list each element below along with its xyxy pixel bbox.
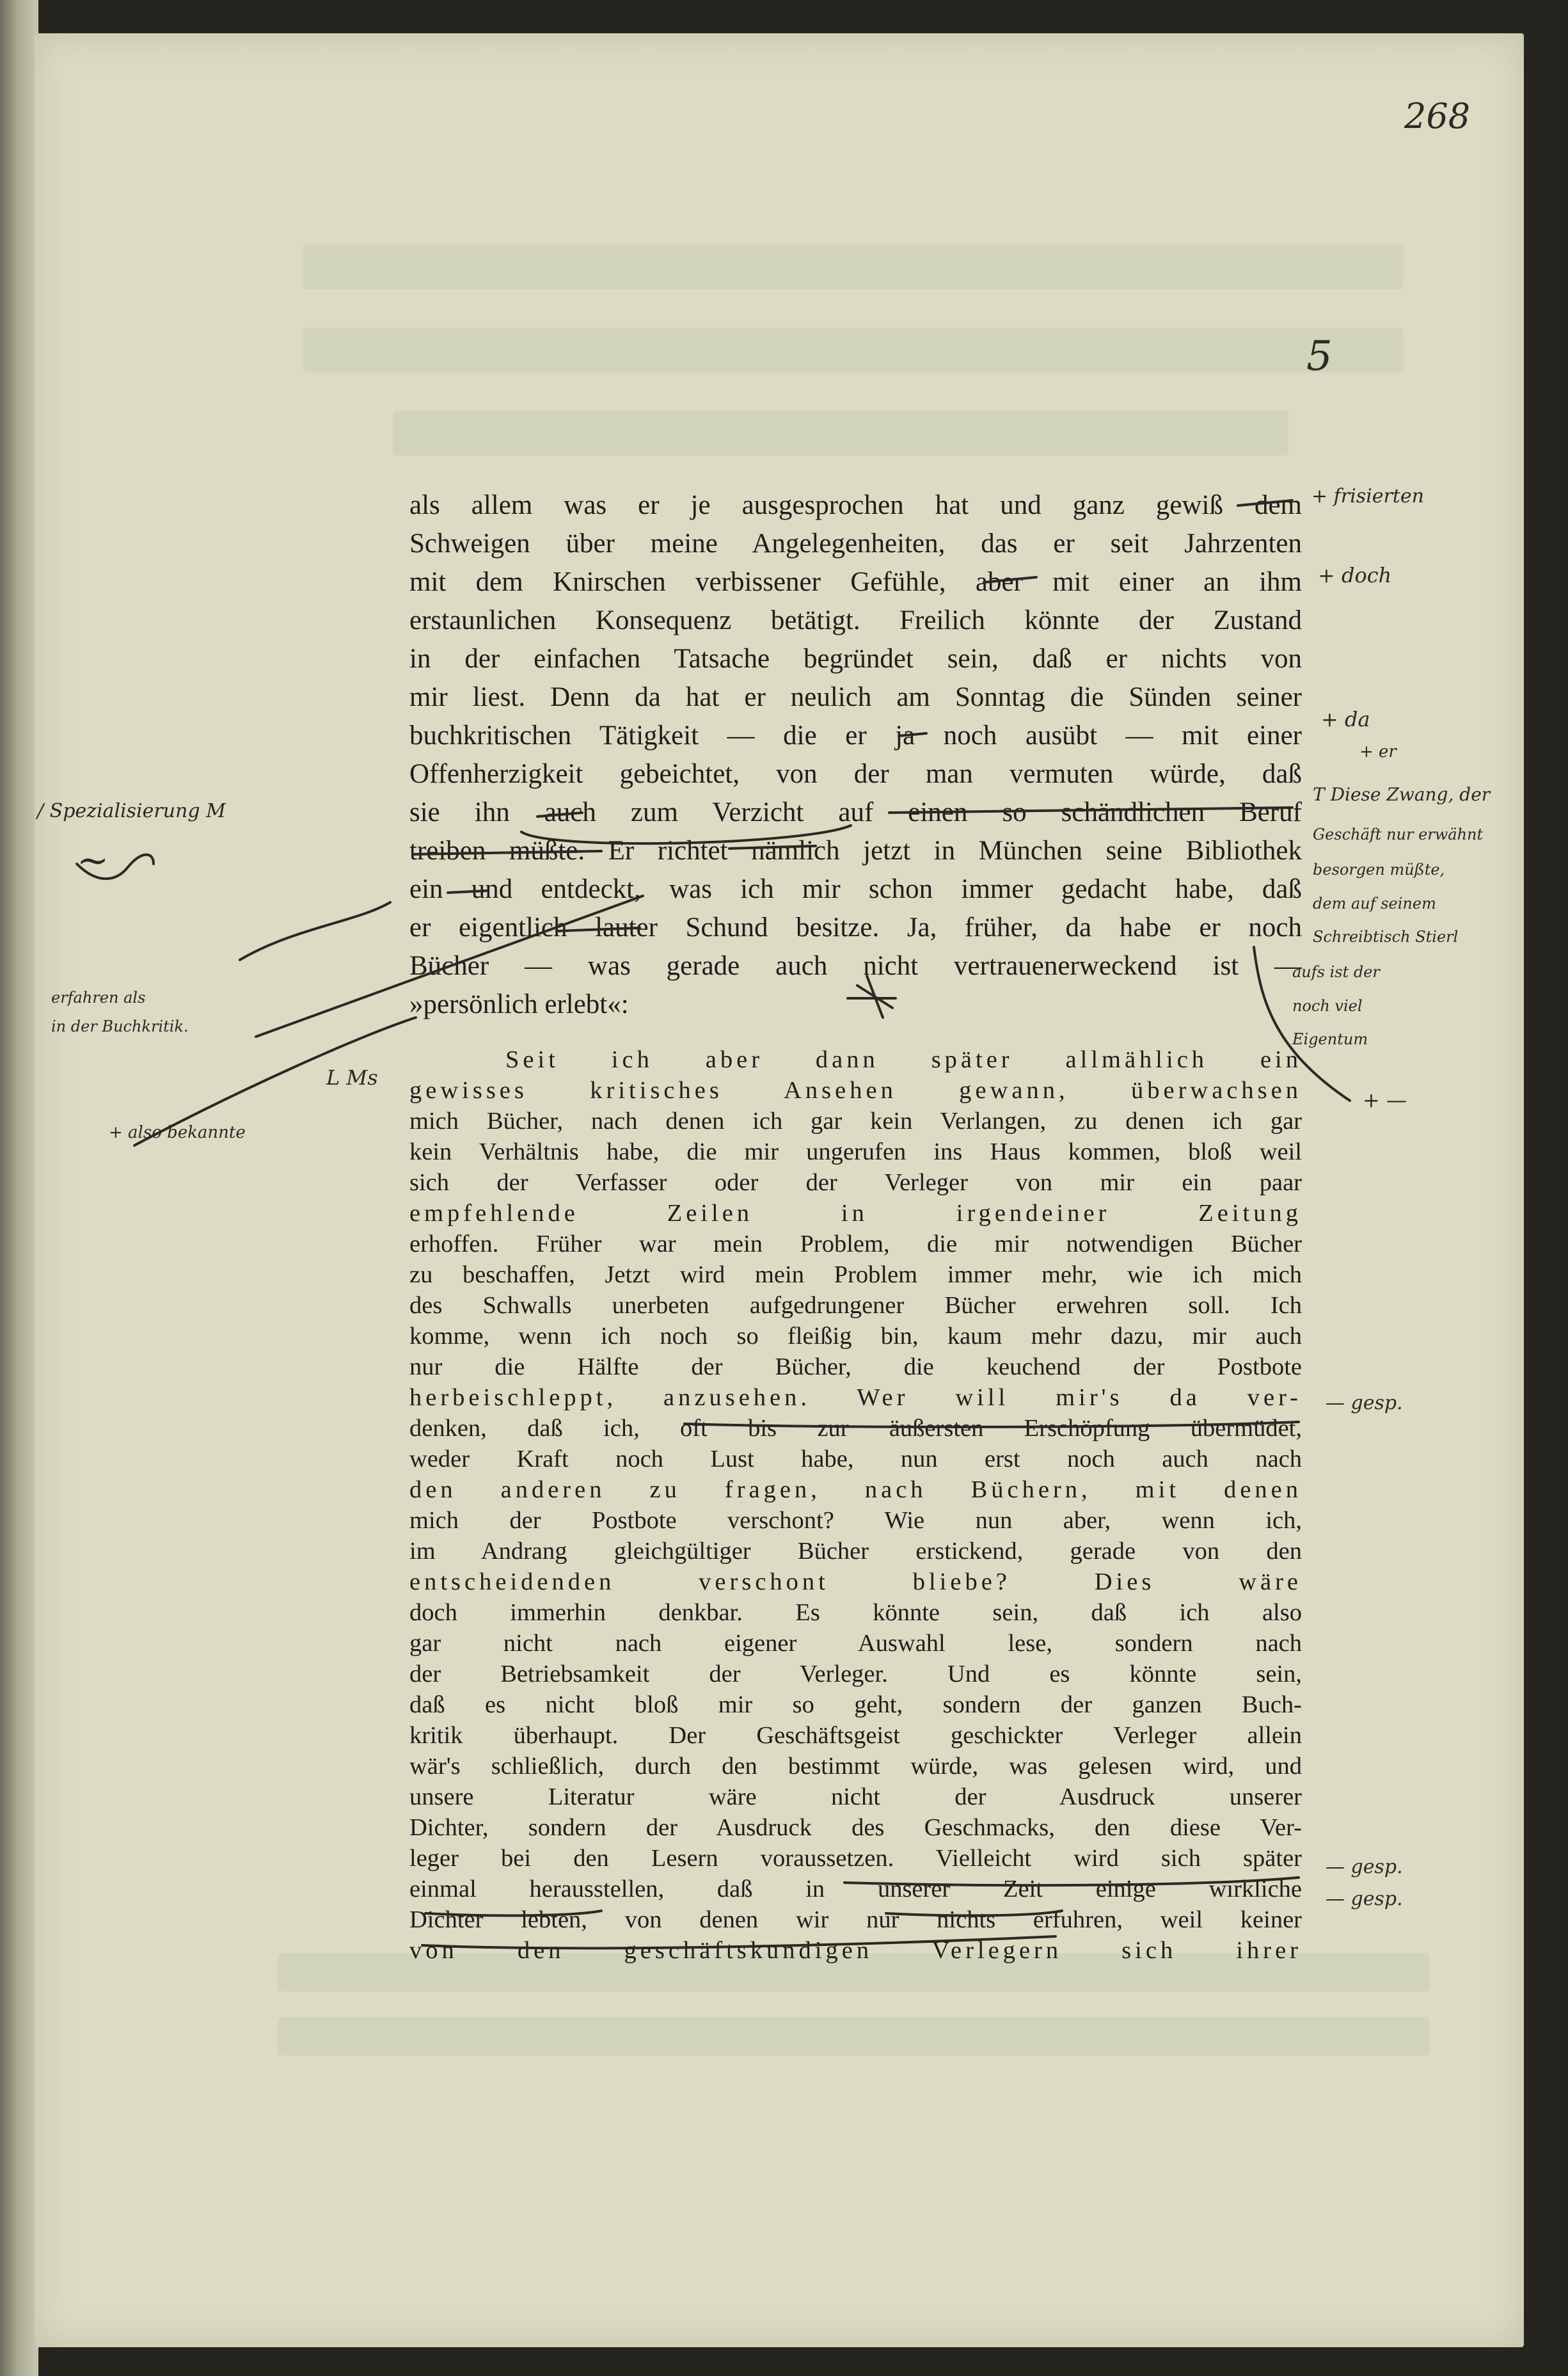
text-line: leger bei den Lesern voraussetzen. Vielleicht wird sich später <box>409 1845 1302 1872</box>
handwritten-note: dem auf seinem <box>1313 895 1436 913</box>
text-line: von den geschäftskundigen Verlegern sich ihrer <box>409 1937 1302 1964</box>
handwritten-note: — gesp. <box>1326 1888 1403 1910</box>
text-line: buchkritischen Tätigkeit — die er ja noch ausübt — mit einer <box>409 721 1302 751</box>
main-text <box>409 486 1302 1966</box>
text-line: in der einfachen Tatsache begründet sein, daß er nichts von <box>409 644 1302 674</box>
paragraph-2-quote <box>409 1044 1302 1966</box>
text-line: gewisses kritisches Ansehen gewann, überwachsen <box>409 1077 1302 1104</box>
text-line: komme, wenn ich noch so fleißig bin, kaum mehr dazu, mir auch <box>409 1323 1302 1350</box>
text-line: mit dem Knirschen verbissener Gefühle, aber mit einer an ihm <box>409 567 1302 597</box>
text-line: des Schwalls unerbeten aufgedrungener Bücher erwehren soll. Ich <box>409 1292 1302 1319</box>
handwritten-note: ~ <box>77 838 109 883</box>
text-line: mir liest. Denn da hat er neulich am Sonntag die Sünden seiner <box>409 682 1302 712</box>
text-line: als allem was er je ausgesprochen hat und ganz gewiß dem <box>409 490 1302 520</box>
text-line: empfehlende Zeilen in irgendeiner Zeitung <box>409 1200 1302 1227</box>
handwritten-note: + — <box>1363 1088 1407 1112</box>
bleed-through-block <box>303 244 1404 289</box>
text-line: daß es nicht bloß mir so geht, sondern der ganzen Buch- <box>409 1691 1302 1718</box>
handwritten-note: Eigentum <box>1292 1030 1368 1048</box>
handwritten-note: — gesp. <box>1326 1856 1403 1878</box>
text-line: im Andrang gleichgültiger Bücher erstickend, gerade von den <box>409 1538 1302 1565</box>
handwritten-note: Geschäft nur erwähnt <box>1313 825 1484 843</box>
handwritten-note: L Ms <box>326 1065 378 1090</box>
text-line: Seit ich aber dann später allmählich ein <box>505 1046 1302 1073</box>
text-line: treiben müßte. Er richtet nämlich jetzt in München seine Bibliothek <box>409 836 1302 866</box>
handwritten-note: erfahren als <box>51 989 146 1007</box>
text-line: Schweigen über meine Angelegenheiten, das er seit Jahrzenten <box>409 529 1302 559</box>
bleed-through-block <box>278 2017 1429 2055</box>
handwritten-note: in der Buchkritik. <box>51 1017 189 1035</box>
text-line: erstaunlichen Konsequenz betätigt. Freilich könnte der Zustand <box>409 605 1302 635</box>
handwritten-note: noch viel <box>1292 997 1363 1015</box>
text-line: erhoffen. Früher war mein Problem, die mir notwendigen Bücher <box>409 1231 1302 1257</box>
text-line: unsere Literatur wäre nicht der Ausdruck unserer <box>409 1783 1302 1810</box>
text-line: denken, daß ich, oft bis zur äußersten Erschöpfung übermüdet, <box>409 1415 1302 1442</box>
text-line: kein Verhältnis habe, die mir ungerufen ins Haus kommen, bloß weil <box>409 1138 1302 1165</box>
paragraph-1 <box>409 486 1302 1024</box>
text-line: wär's schließlich, durch den bestimmt würde, was gelesen wird, und <box>409 1753 1302 1780</box>
handwritten-note: — gesp. <box>1326 1392 1403 1414</box>
previous-page-edge <box>0 0 38 2376</box>
text-line: herbeischleppt, anzusehen. Wer will mir's da ver- <box>409 1384 1302 1411</box>
section-mark: 5 <box>1306 333 1333 380</box>
handwritten-note: + frisierten <box>1311 485 1424 507</box>
text-line: zu beschaffen, Jetzt wird mein Problem immer mehr, wie ich mich <box>409 1261 1302 1288</box>
text-line: kritik überhaupt. Der Geschäftsgeist geschickter Verleger allein <box>409 1722 1302 1749</box>
handwritten-note: + er <box>1359 742 1397 761</box>
text-line: der Betriebsamkeit der Verleger. Und es könnte sein, <box>409 1661 1302 1687</box>
text-line: Dichter lebten, von denen wir nur nichts erfuhren, weil keiner <box>409 1906 1302 1933</box>
handwritten-note: / Spezialisierung M <box>37 800 226 822</box>
handwritten-note: besorgen müßte, <box>1313 861 1445 879</box>
text-line: doch immerhin denkbar. Es könnte sein, daß ich also <box>409 1599 1302 1626</box>
text-line: weder Kraft noch Lust habe, nun erst noch auch nach <box>409 1446 1302 1472</box>
text-line: entscheidenden verschont bliebe? Dies wäre <box>409 1568 1302 1595</box>
handwritten-note: + also bekannte <box>109 1123 246 1142</box>
handwritten-note: + da <box>1321 707 1370 731</box>
text-line: mich der Postbote verschont? Wie nun aber, wenn ich, <box>409 1507 1302 1534</box>
text-line: er eigentlich lauter Schund besitze. Ja, früher, da habe er noch <box>409 913 1302 943</box>
text-line: »persönlich erlebt«: <box>409 989 629 1019</box>
text-line: sie ihn auch zum Verzicht auf einen so schändlichen Beruf <box>409 797 1302 827</box>
handwritten-note: T Diese Zwang, der <box>1313 784 1491 805</box>
page-number: 268 <box>1404 96 1471 136</box>
text-line: Offenherzigkeit gebeichtet, von der man vermuten würde, daß <box>409 759 1302 789</box>
handwritten-note: + doch <box>1318 563 1392 587</box>
text-line: ein und entdeckt, was ich mir schon immer gedacht habe, daß <box>409 874 1302 904</box>
handwritten-note: Schreibtisch Stierl <box>1313 928 1459 946</box>
text-line: sich der Verfasser oder der Verleger von mir ein paar <box>409 1169 1302 1196</box>
handwritten-note: aufs ist der <box>1292 963 1380 981</box>
text-line: Bücher — was gerade auch nicht vertrauenerweckend ist — <box>409 951 1302 981</box>
bleed-through-block <box>303 328 1404 372</box>
text-line: den anderen zu fragen, nach Büchern, mit denen <box>409 1476 1302 1503</box>
text-line: nur die Hälfte der Bücher, die keuchend der Postbote <box>409 1353 1302 1380</box>
text-line: Dichter, sondern der Ausdruck des Geschmacks, den diese Ver- <box>409 1814 1302 1841</box>
text-line: mich Bücher, nach denen ich gar kein Verlangen, zu denen ich gar <box>409 1108 1302 1135</box>
text-line: gar nicht nach eigener Auswahl lese, sondern nach <box>409 1630 1302 1657</box>
bleed-through-block <box>393 411 1288 456</box>
text-line: einmal herausstellen, daß in unserer Zeit einige wirkliche <box>409 1876 1302 1902</box>
